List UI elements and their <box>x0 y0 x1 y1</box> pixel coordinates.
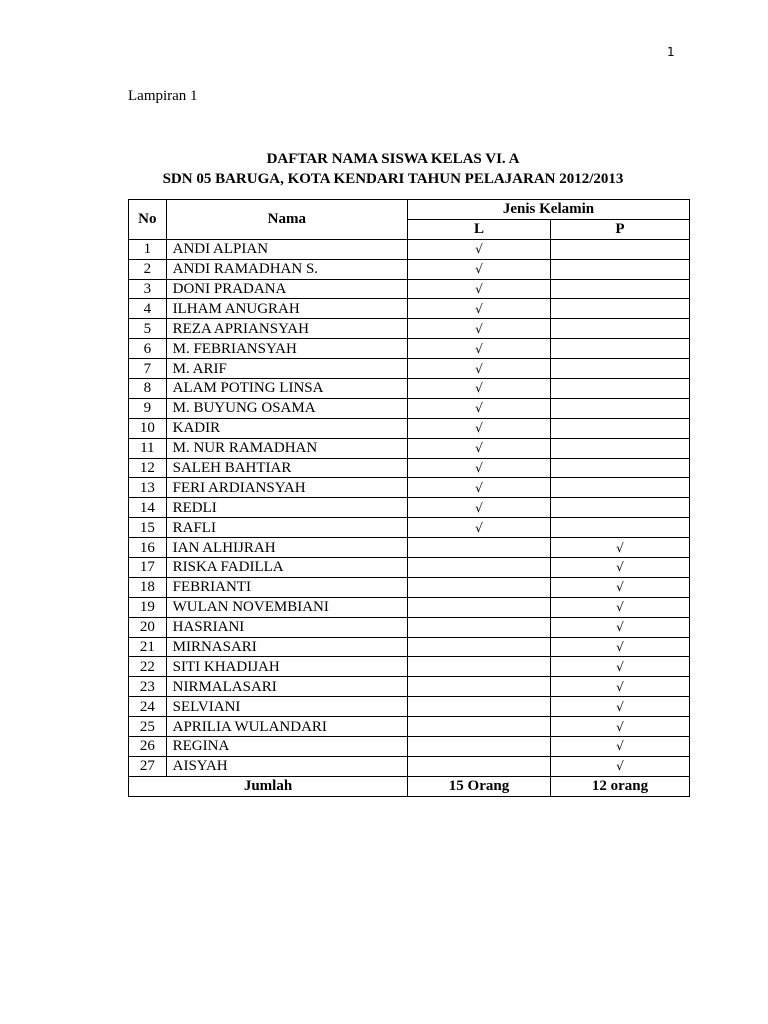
table-row <box>129 737 690 757</box>
gender-l-cell <box>408 339 551 359</box>
student-name: AISYAH <box>166 756 407 776</box>
gender-l-cell <box>408 597 551 617</box>
check-mark-icon: √ <box>616 540 624 555</box>
student-name: ANDI ALPIAN <box>166 239 407 259</box>
gender-l-cell <box>408 398 551 418</box>
check-mark-icon: √ <box>475 301 483 316</box>
gender-p-cell <box>551 398 690 418</box>
check-mark-icon: √ <box>475 262 483 277</box>
table-row <box>129 379 690 399</box>
check-mark-icon: √ <box>475 282 483 296</box>
table-body <box>129 239 690 776</box>
gender-p-cell <box>551 518 690 538</box>
check-mark-icon: √ <box>616 600 624 615</box>
total-p-count: 12 orang <box>551 776 690 796</box>
gender-p-cell <box>551 617 690 637</box>
gender-p-cell <box>551 299 690 319</box>
gender-l-cell <box>408 319 551 339</box>
table-row <box>129 756 690 776</box>
table-row <box>129 398 690 418</box>
row-number: 3 <box>129 279 167 299</box>
gender-p-cell <box>551 279 690 299</box>
row-number: 27 <box>129 756 167 776</box>
student-name: HASRIANI <box>166 617 407 637</box>
gender-p-cell <box>551 379 690 399</box>
gender-p-cell <box>551 756 690 776</box>
gender-l-cell <box>408 458 551 478</box>
document-title <box>0 150 768 189</box>
table-row <box>129 458 690 478</box>
student-name: IAN ALHIJRAH <box>166 538 407 558</box>
title-line-1: DAFTAR NAMA SISWA KELAS VI. A <box>266 151 520 167</box>
table-row <box>129 597 690 617</box>
table-row <box>129 617 690 637</box>
gender-l-cell <box>408 299 551 319</box>
student-name: REDLI <box>166 498 407 518</box>
check-mark-icon: √ <box>616 719 624 734</box>
row-number: 10 <box>129 418 167 438</box>
gender-l-cell <box>408 478 551 498</box>
check-mark-icon: √ <box>475 242 483 257</box>
check-mark-icon: √ <box>616 560 624 575</box>
gender-l-cell <box>408 637 551 657</box>
row-number: 5 <box>129 319 167 339</box>
table-row <box>129 359 690 379</box>
table-row <box>129 498 690 518</box>
check-mark-icon: √ <box>616 679 624 694</box>
gender-p-cell <box>551 498 690 518</box>
appendix-label: Lampiran 1 <box>128 88 198 104</box>
gender-p-cell <box>551 239 690 259</box>
gender-p-cell <box>551 657 690 677</box>
gender-p-cell <box>551 558 690 578</box>
table-footer <box>129 776 690 796</box>
row-number: 16 <box>129 538 167 558</box>
student-name: M. NUR RAMADHAN <box>166 438 407 458</box>
check-mark-icon: √ <box>616 759 624 774</box>
gender-p-cell <box>551 438 690 458</box>
gender-p-cell <box>551 737 690 757</box>
table-header <box>129 200 690 240</box>
table-row <box>129 717 690 737</box>
row-number: 17 <box>129 558 167 578</box>
gender-l-cell <box>408 379 551 399</box>
table-row <box>129 697 690 717</box>
gender-l-cell <box>408 657 551 677</box>
table-row <box>129 538 690 558</box>
check-mark-icon: √ <box>475 520 483 535</box>
gender-l-cell <box>408 239 551 259</box>
row-number: 12 <box>129 458 167 478</box>
check-mark-icon: √ <box>475 421 483 436</box>
row-number: 4 <box>129 299 167 319</box>
header-p: P <box>551 219 690 239</box>
student-name: FEBRIANTI <box>166 577 407 597</box>
check-mark-icon: √ <box>475 321 483 336</box>
student-name: SITI KHADIJAH <box>166 657 407 677</box>
gender-p-cell <box>551 538 690 558</box>
student-name: REZA APRIANSYAH <box>166 319 407 339</box>
check-mark-icon: √ <box>475 341 483 356</box>
row-number: 23 <box>129 677 167 697</box>
check-mark-icon: √ <box>475 401 483 416</box>
gender-p-cell <box>551 259 690 279</box>
row-number: 8 <box>129 379 167 399</box>
table-row <box>129 518 690 538</box>
student-name: ILHAM ANUGRAH <box>166 299 407 319</box>
student-name: SALEH BAHTIAR <box>166 458 407 478</box>
student-name: FERI ARDIANSYAH <box>166 478 407 498</box>
row-number: 15 <box>129 518 167 538</box>
gender-p-cell <box>551 339 690 359</box>
check-mark-icon: √ <box>616 580 624 595</box>
student-name: M. BUYUNG OSAMA <box>166 398 407 418</box>
student-name: WULAN NOVEMBIANI <box>166 597 407 617</box>
gender-p-cell <box>551 458 690 478</box>
gender-p-cell <box>551 677 690 697</box>
gender-p-cell <box>551 597 690 617</box>
total-l-count: 15 Orang <box>408 776 551 796</box>
row-number: 26 <box>129 737 167 757</box>
gender-l-cell <box>408 438 551 458</box>
table-row <box>129 677 690 697</box>
row-number: 1 <box>129 239 167 259</box>
row-number: 2 <box>129 259 167 279</box>
gender-l-cell <box>408 737 551 757</box>
gender-p-cell <box>551 697 690 717</box>
table-row <box>129 478 690 498</box>
header-row-1 <box>129 200 690 220</box>
gender-p-cell <box>551 418 690 438</box>
table-row <box>129 657 690 677</box>
table-row <box>129 637 690 657</box>
check-mark-icon: √ <box>616 739 624 754</box>
table-row <box>129 259 690 279</box>
check-mark-icon: √ <box>475 381 483 396</box>
gender-l-cell <box>408 538 551 558</box>
title-line-2: SDN 05 BARUGA, KOTA KENDARI TAHUN PELAJARAN 2012/2013 <box>162 170 624 187</box>
check-mark-icon: √ <box>616 659 624 674</box>
gender-p-cell <box>551 319 690 339</box>
student-name: M. ARIF <box>166 359 407 379</box>
gender-l-cell <box>408 359 551 379</box>
gender-l-cell <box>408 697 551 717</box>
row-number: 19 <box>129 597 167 617</box>
student-name: SELVIANI <box>166 697 407 717</box>
check-mark-icon: √ <box>475 361 483 376</box>
check-mark-icon: √ <box>616 699 624 714</box>
row-number: 13 <box>129 478 167 498</box>
header-l: L <box>408 219 551 239</box>
gender-l-cell <box>408 279 551 299</box>
row-number: 25 <box>129 717 167 737</box>
student-name: REGINA <box>166 737 407 757</box>
table-row <box>129 319 690 339</box>
student-name: RAFLI <box>166 518 407 538</box>
gender-l-cell <box>408 756 551 776</box>
gender-l-cell <box>408 717 551 737</box>
table-row <box>129 279 690 299</box>
header-no: No <box>129 200 167 240</box>
header-nama: Nama <box>166 200 407 240</box>
student-roster-table <box>128 199 690 797</box>
row-number: 14 <box>129 498 167 518</box>
table-row <box>129 577 690 597</box>
check-mark-icon: √ <box>475 500 483 515</box>
gender-l-cell <box>408 498 551 518</box>
gender-p-cell <box>551 637 690 657</box>
table-row <box>129 558 690 578</box>
gender-l-cell <box>408 677 551 697</box>
table-row <box>129 299 690 319</box>
table-row <box>129 239 690 259</box>
row-number: 6 <box>129 339 167 359</box>
student-name: DONI PRADANA <box>166 279 407 299</box>
row-number: 11 <box>129 438 167 458</box>
gender-l-cell <box>408 617 551 637</box>
row-number: 21 <box>129 637 167 657</box>
gender-p-cell <box>551 577 690 597</box>
row-number: 7 <box>129 359 167 379</box>
row-number: 9 <box>129 398 167 418</box>
row-number: 20 <box>129 617 167 637</box>
gender-p-cell <box>551 478 690 498</box>
header-jenis-kelamin: Jenis Kelamin <box>408 200 690 220</box>
row-number: 18 <box>129 577 167 597</box>
student-name: KADIR <box>166 418 407 438</box>
student-name: ALAM POTING LINSA <box>166 379 407 399</box>
check-mark-icon: √ <box>475 480 483 495</box>
student-name: RISKA FADILLA <box>166 558 407 578</box>
table-row <box>129 438 690 458</box>
row-number: 24 <box>129 697 167 717</box>
gender-l-cell <box>408 418 551 438</box>
student-name: MIRNASARI <box>166 637 407 657</box>
check-mark-icon: √ <box>475 461 483 476</box>
check-mark-icon: √ <box>475 441 483 456</box>
check-mark-icon: √ <box>616 640 624 655</box>
total-row <box>129 776 690 796</box>
row-number: 22 <box>129 657 167 677</box>
gender-p-cell <box>551 359 690 379</box>
gender-p-cell <box>551 717 690 737</box>
check-mark-icon: √ <box>616 620 624 635</box>
student-name: ANDI RAMADHAN S. <box>166 259 407 279</box>
student-name: APRILIA WULANDARI <box>166 717 407 737</box>
gender-l-cell <box>408 558 551 578</box>
total-label: Jumlah <box>129 776 408 796</box>
table-row <box>129 418 690 438</box>
gender-l-cell <box>408 518 551 538</box>
table-row <box>129 339 690 359</box>
gender-l-cell <box>408 259 551 279</box>
page-number: 1 <box>667 45 675 59</box>
student-name: NIRMALASARI <box>166 677 407 697</box>
gender-l-cell <box>408 577 551 597</box>
student-name: M. FEBRIANSYAH <box>166 339 407 359</box>
